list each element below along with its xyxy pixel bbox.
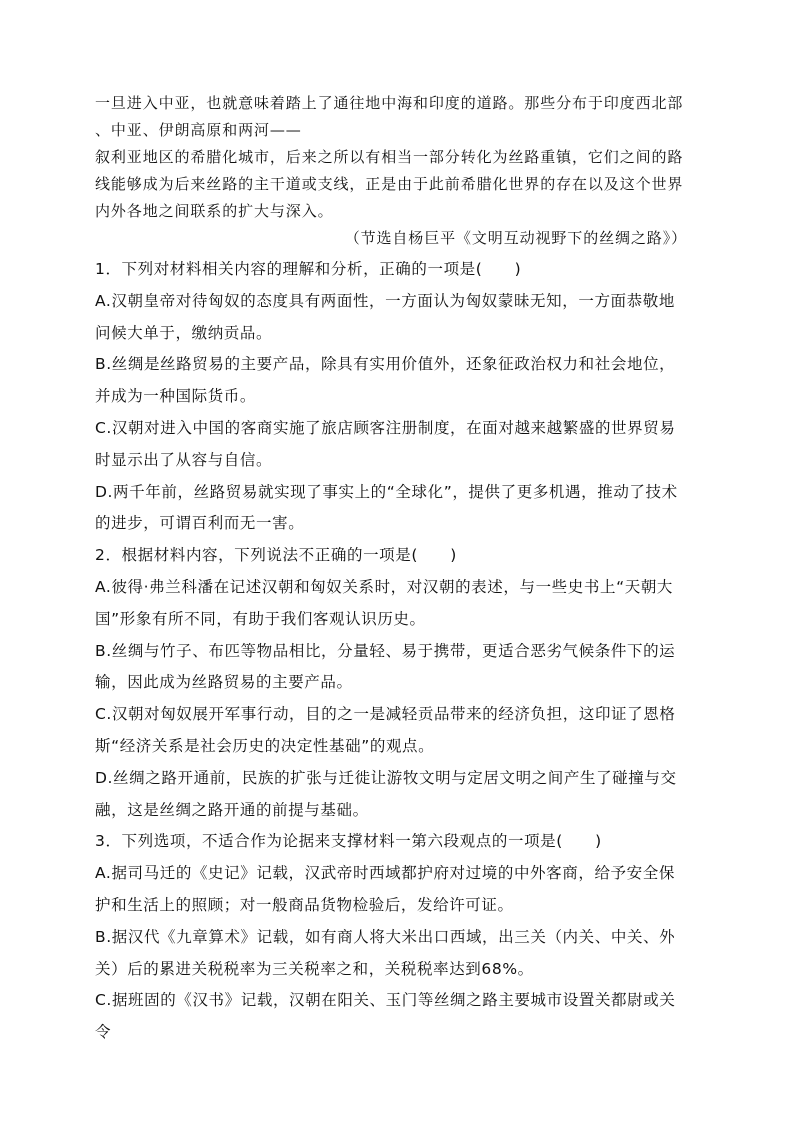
option-a: A.彼得·弗兰科潘在记述汉朝和匈奴关系时，对汉朝的表述，与一些史书上“天朝大国”形象有所不同，有助于我们客观认识历史。 xyxy=(95,577,674,628)
passage-line: 一旦进入中亚，也就意味着踏上了通往地中海和印度的道路。那些分布于印度西北部 xyxy=(95,94,684,112)
option-a: A.据司马迁的《史记》记载，汉武帝时西域都护府对过境的中外客商，给予安全保护和生活上的照顾；对一般商品货物检验后，发给许可证。 xyxy=(95,864,675,914)
option-c: C.据班固的《汉书》记载，汉朝在阳关、玉门等丝绸之路主要城市设置关都尉或关令 xyxy=(95,991,676,1042)
option-d: D.两千年前，丝路贸易就实现了事实上的“全球化”，提供了更多机遇，推动了技术的进步，可谓百利而无一害。 xyxy=(95,482,678,533)
passage-excerpt xyxy=(95,90,689,252)
option-b: B.据汉代《九章算术》记载，如有商人将大米出口西域，出三关（内关、中关、外关）后的累进关税税率为三关税率之和，关税税率达到68%。 xyxy=(95,927,676,978)
question-stem: 2．根据材料内容，下列说法不正确的一项是( ) xyxy=(95,546,457,565)
passage-source: （节选自杨巨平《文明互动视野下的丝绸之路》） xyxy=(344,229,687,247)
option-b: B.丝绸是丝路贸易的主要产品，除具有实用价值外，还象征政治权力和社会地位，并成为一种国际货币。 xyxy=(95,355,676,406)
question-2 xyxy=(95,540,689,826)
passage-line: 叙利亚地区的希腊化城市，后来之所以有相当一部分转化为丝路重镇，它们之间的路 xyxy=(95,148,684,166)
option-d: D.丝绸之路开通前，民族的扩张与迁徙让游牧文明与定居文明之间产生了碰撞与交融，这是丝绸之路开通的前提与基础。 xyxy=(95,768,677,819)
passage-line: 、中亚、伊朗高原和两河—— xyxy=(95,121,302,139)
option-c: C.汉朝对匈奴展开军事行动，目的之一是减轻贡品带来的经济负担，这印证了恩格斯“经济关系是社会历史的决定性基础”的观点。 xyxy=(95,705,676,755)
question-3 xyxy=(95,826,689,1049)
option-a: A.汉朝皇帝对待匈奴的态度具有两面性，一方面认为匈奴蒙昧无知，一方面恭敬地问候大单于，缴纳贡品。 xyxy=(95,291,675,342)
question-stem: 3．下列选项，不适合作为论据来支撑材料一第六段观点的一项是( ) xyxy=(95,832,602,851)
option-c: C.汉朝对进入中国的客商实施了旅店顾客注册制度，在面对越来越繁盛的世界贸易时显示出了从容与自信。 xyxy=(95,418,676,469)
question-stem: 1．下列对材料相关内容的理解和分析，正确的一项是( ) xyxy=(95,260,522,278)
option-b: B.丝绸与竹子、布匹等物品相比，分量轻、易于携带，更适合恶劣气候条件下的运输，因此成为丝路贸易的主要产品。 xyxy=(95,641,676,692)
question-list xyxy=(95,254,689,1049)
passage-line: 内外各地之间联系的扩大与深入。 xyxy=(95,202,334,220)
question-1 xyxy=(95,254,689,540)
passage-line: 线能够成为后来丝路的主干道或支线，正是由于此前希腊化世界的存在以及这个世界 xyxy=(95,175,684,193)
